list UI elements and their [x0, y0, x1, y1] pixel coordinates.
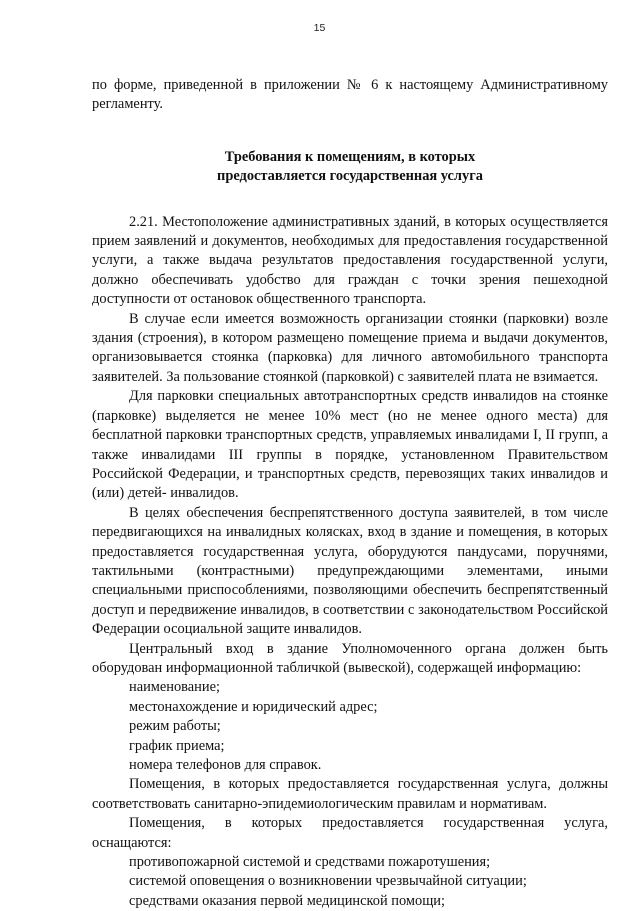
list-item: местонахождение и юридический адрес; — [129, 698, 378, 715]
paragraph-equipped: Помещения, в которых предоставляется государственная услуга, оснащаются: — [92, 815, 608, 851]
list-item: номера телефонов для справок. — [129, 757, 322, 773]
paragraph-entrance-sign: Центральный вход в здание Уполномоченного органа должен быть оборудован информационной табличкой (вывеской), содержащей информацию: — [92, 640, 608, 676]
list-item: системой оповещения о возникновении чрезвычайной ситуации; — [129, 873, 527, 890]
paragraph-parking: В случае если имеется возможность организации стоянки (парковки) возле здания (строения), в котором размещено помещение приема и выдачи документов, организовывается стоянка (парковка) для личного автомобильного транспорта заявителей. За пользование стоянкой (парковкой) с заявителей плата не взимается. — [92, 310, 608, 385]
equipment-list — [92, 853, 608, 911]
intro-continuation: по форме, приведенной в приложении № 6 к настоящему Административному регламенту. — [92, 77, 608, 113]
list-item: средствами оказания первой медицинской помощи; — [129, 892, 445, 909]
page-number: 15 — [313, 22, 326, 34]
paragraph-sanitary: Помещения, в которых предоставляется государственная услуга, должны соответствовать санитарно-эпидемиологическим правилам и нормативам. — [92, 776, 608, 812]
list-item: режим работы; — [129, 718, 221, 735]
list-item: наименование; — [129, 679, 220, 696]
list-item: противопожарной системой и средствами пожаротушения; — [129, 854, 491, 871]
list-item: график приема; — [129, 737, 225, 754]
sign-info-list — [92, 678, 608, 775]
paragraph-disabled-parking: Для парковки специальных автотранспортных средств инвалидов на стоянке (парковке) выделяется не менее 10% мест (но не менее одного места) для бесплатной парковки транспортных средств, управляемых инвалидами I, II групп, а также инвалидами III группы в порядке, установленном Правительством Российской Федерации, и транспортных средств, перевозящих таких инвалидов и (или) детей- инвалидов. — [92, 388, 608, 502]
paragraph-2-21-location: 2.21. Местоположение административных зданий, в которых осуществляется прием заявлений и документов, необходимых для предоставления государственной услуги, а также выдача результатов предоставления государственной услуги, должно обеспечивать удобство для граждан с точки зрения пешеходной доступности от остановок общественного транспорта. — [92, 213, 608, 308]
document-body — [92, 76, 608, 911]
section-heading-line-1: Требования к помещениям, в которых — [224, 148, 476, 165]
paragraph-accessibility: В целях обеспечения беспрепятственного доступа заявителей, в том числе передвигающихся на инвалидных колясках, вход в здание и помещения, в которых предоставляется государственная услуга, оборудуются пандусами, поручнями, тактильными (контрастными) предупреждающими элементами, иными специальными приспособлениями, позволяющими обеспечить беспрепятственный доступ и передвижение инвалидов, в соответствии с законодательством Российской Федерации осоциальной защите инвалидов. — [92, 504, 608, 638]
section-heading — [92, 148, 608, 187]
section-heading-line-2: предоставляется государственная услуга — [217, 168, 483, 185]
